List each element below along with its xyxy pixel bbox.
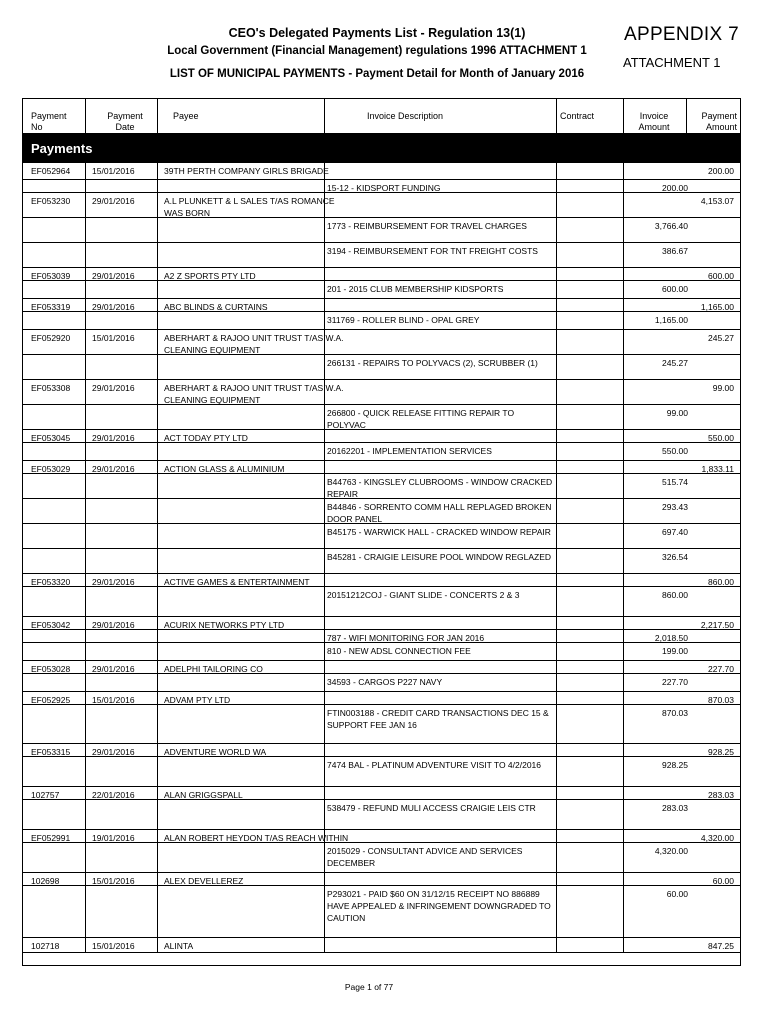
payment-amount-cell: 928.25	[708, 747, 734, 757]
invoice-description-cell: B45281 - CRAIGIE LEISURE POOL WINDOW REGLAZED	[327, 552, 552, 562]
table-row	[23, 830, 740, 843]
invoice-amount-cell: 1,165.00	[654, 315, 688, 325]
table-row	[23, 630, 740, 643]
invoice-amount-cell: 870.03	[662, 708, 688, 718]
invoice-amount-cell: 293.43	[662, 502, 688, 512]
table-row	[23, 355, 740, 380]
table-row	[23, 430, 740, 443]
payee-cell: A.L PLUNKETT & L SALES T/AS ROMANCE WAS BORN	[164, 196, 335, 218]
payment-date-cell: 29/01/2016	[92, 577, 135, 587]
table-row	[23, 692, 740, 705]
payee-cell: 39TH PERTH COMPANY GIRLS BRIGADE	[164, 166, 329, 176]
invoice-amount-cell: 860.00	[662, 590, 688, 600]
invoice-description-cell: 15-12 - KIDSPORT FUNDING	[327, 183, 441, 193]
page-number: Page 1 of 77	[344, 982, 394, 992]
table-row	[23, 787, 740, 800]
section-payments: Payments	[23, 135, 740, 163]
col-invoice-description: Invoice Description	[367, 111, 444, 121]
table-row	[23, 549, 740, 574]
table-row	[23, 574, 740, 587]
payment-no-cell: 102698	[31, 876, 60, 886]
table-row	[23, 243, 740, 268]
invoice-amount-cell: 697.40	[662, 527, 688, 537]
table-row	[23, 180, 740, 193]
table-row	[23, 873, 740, 886]
table-row	[23, 843, 740, 873]
invoice-amount-cell: 3,766.40	[654, 221, 688, 231]
table-row	[23, 312, 740, 330]
invoice-description-cell: 810 - NEW ADSL CONNECTION FEE	[327, 646, 471, 656]
payment-no-cell: EF053039	[31, 271, 71, 281]
payment-no-cell: EF052925	[31, 695, 71, 705]
col-invoice-amount: Invoice Amount	[638, 111, 670, 132]
payment-no-cell: EF053028	[31, 664, 71, 674]
payment-rows	[23, 163, 740, 953]
payment-amount-cell: 870.03	[708, 695, 734, 705]
payment-date-cell: 29/01/2016	[92, 302, 135, 312]
col-contract: Contract	[560, 111, 595, 121]
invoice-amount-cell: 99.00	[666, 408, 688, 418]
payment-amount-cell: 200.00	[708, 166, 734, 176]
invoice-amount-cell: 2,018.50	[654, 633, 688, 643]
table-row	[23, 757, 740, 787]
payee-cell: ALAN GRIGGSPALL	[164, 790, 243, 800]
table-row	[23, 617, 740, 630]
payment-amount-cell: 245.27	[708, 333, 734, 343]
invoice-description-cell: 1773 - REIMBURSEMENT FOR TRAVEL CHARGES	[327, 221, 527, 231]
invoice-description-cell: 7474 BAL - PLATINUM ADVENTURE VISIT TO 4/2/2016	[327, 760, 542, 770]
col-payment-date: Payment Date	[107, 111, 143, 132]
payee-cell: ACTIVE GAMES & ENTERTAINMENT	[164, 577, 310, 587]
table-header	[23, 99, 740, 135]
table-row	[23, 587, 740, 617]
table-row	[23, 193, 740, 218]
payee-cell: ADELPHI TAILORING CO	[164, 664, 263, 674]
payment-date-cell: 29/01/2016	[92, 383, 135, 393]
col-payment-amount: Payment Amount	[701, 111, 737, 132]
invoice-amount-cell: 60.00	[666, 889, 688, 899]
invoice-amount-cell: 600.00	[662, 284, 688, 294]
invoice-amount-cell: 4,320.00	[654, 846, 688, 856]
table-row	[23, 886, 740, 938]
invoice-description-cell: FTIN003188 - CREDIT CARD TRANSACTIONS DEC 15 & SUPPORT FEE JAN 16	[327, 708, 549, 730]
table-row	[23, 474, 740, 499]
payment-no-cell: EF053029	[31, 464, 71, 474]
payee-cell: ACTION GLASS & ALUMINIUM	[164, 464, 285, 474]
invoice-description-cell: 266800 - QUICK RELEASE FITTING REPAIR TO POLYVAC	[327, 408, 515, 430]
payee-cell: ADVAM PTY LTD	[164, 695, 231, 705]
invoice-amount-cell: 550.00	[662, 446, 688, 456]
invoice-amount-cell: 283.03	[662, 803, 688, 813]
invoice-amount-cell: 199.00	[662, 646, 688, 656]
payment-date-cell: 29/01/2016	[92, 664, 135, 674]
payment-no-cell: EF052991	[31, 833, 71, 843]
invoice-description-cell: 266131 - REPAIRS TO POLYVACS (2), SCRUBBER (1)	[327, 358, 538, 368]
table-row	[23, 163, 740, 180]
table-row	[23, 524, 740, 549]
payment-amount-cell: 550.00	[708, 433, 734, 443]
payment-no-cell: EF052964	[31, 166, 71, 176]
payment-amount-cell: 4,320.00	[700, 833, 734, 843]
payment-date-cell: 15/01/2016	[92, 166, 135, 176]
invoice-description-cell: 538479 - REFUND MULI ACCESS CRAIGIE LEIS CTR	[327, 803, 536, 813]
payment-no-cell: EF053308	[31, 383, 71, 393]
payee-cell: ABERHART & RAJOO UNIT TRUST T/AS W.A. CLEANING EQUIPMENT	[164, 383, 344, 405]
payment-no-cell: EF052920	[31, 333, 71, 343]
payment-amount-cell: 600.00	[708, 271, 734, 281]
payee-cell: ACURIX NETWORKS PTY LTD	[164, 620, 285, 630]
invoice-description-cell: 201 - 2015 CLUB MEMBERSHIP KIDSPORTS	[327, 284, 504, 294]
appendix-label: APPENDIX 7	[624, 24, 739, 45]
payee-cell: ABC BLINDS & CURTAINS	[164, 302, 268, 312]
table-row	[23, 661, 740, 674]
payment-date-cell: 15/01/2016	[92, 876, 135, 886]
invoice-amount-cell: 326.54	[662, 552, 688, 562]
payee-cell: ACT TODAY PTY LTD	[164, 433, 248, 443]
payment-date-cell: 15/01/2016	[92, 941, 135, 951]
payment-no-cell: EF053320	[31, 577, 71, 587]
payment-date-cell: 22/01/2016	[92, 790, 135, 800]
payment-date-cell: 29/01/2016	[92, 620, 135, 630]
table-row	[23, 674, 740, 692]
payment-amount-cell: 4,153.07	[700, 196, 734, 206]
payment-amount-cell: 860.00	[708, 577, 734, 587]
payment-date-cell: 29/01/2016	[92, 433, 135, 443]
invoice-description-cell: B44763 - KINGSLEY CLUBROOMS - WINDOW CRACKED REPAIR	[327, 477, 553, 499]
payment-date-cell: 29/01/2016	[92, 196, 135, 206]
invoice-amount-cell: 515.74	[662, 477, 688, 487]
payment-no-cell: EF053319	[31, 302, 71, 312]
table-row	[23, 268, 740, 281]
table-row	[23, 499, 740, 524]
payee-cell: ALAN ROBERT HEYDON T/AS REACH WITHIN	[164, 833, 349, 843]
report-subtitle: Local Government (Financial Management) regulations 1996 ATTACHMENT 1	[167, 45, 587, 57]
payee-cell: A2 Z SPORTS PTY LTD	[164, 271, 256, 281]
table-row	[23, 938, 740, 953]
invoice-description-cell: 34593 - CARGOS P227 NAVY	[327, 677, 443, 687]
payment-amount-cell: 283.03	[708, 790, 734, 800]
invoice-description-cell: P293021 - PAID $60 ON 31/12/15 RECEIPT NO 886889 HAVE APPEALED & INFRINGEMENT DOWNGRADED TO CAUTION	[327, 889, 551, 923]
payment-amount-cell: 227.70	[708, 664, 734, 674]
payment-amount-cell: 99.00	[712, 383, 734, 393]
table-row	[23, 800, 740, 830]
invoice-amount-cell: 386.67	[662, 246, 688, 256]
table-row	[23, 461, 740, 474]
payment-date-cell: 29/01/2016	[92, 271, 135, 281]
table-row	[23, 218, 740, 243]
payment-date-cell: 19/01/2016	[92, 833, 135, 843]
table-row	[23, 380, 740, 405]
invoice-description-cell: 3194 - REIMBURSEMENT FOR TNT FREIGHT COSTS	[327, 246, 538, 256]
invoice-amount-cell: 200.00	[662, 183, 688, 193]
invoice-description-cell: 787 - WIFI MONITORING FOR JAN 2016	[327, 633, 485, 643]
invoice-description-cell: B44846 - SORRENTO COMM HALL REPLAGED BROKEN DOOR PANEL	[327, 502, 552, 524]
col-payment-no: Payment No	[31, 111, 67, 132]
payment-date-cell: 15/01/2016	[92, 695, 135, 705]
invoice-description-cell: 311769 - ROLLER BLIND - OPAL GREY	[327, 315, 480, 325]
payment-no-cell: EF053315	[31, 747, 71, 757]
payment-amount-cell: 1,165.00	[700, 302, 734, 312]
table-row	[23, 643, 740, 661]
payee-cell: ADVENTURE WORLD WA	[164, 747, 267, 757]
invoice-description-cell: 20151212COJ - GIANT SLIDE - CONCERTS 2 & 3	[327, 590, 520, 600]
invoice-amount-cell: 227.70	[662, 677, 688, 687]
payment-amount-cell: 2,217.50	[700, 620, 734, 630]
table-row	[23, 405, 740, 430]
payment-date-cell: 29/01/2016	[92, 747, 135, 757]
payment-no-cell: 102757	[31, 790, 60, 800]
payment-no-cell: EF053045	[31, 433, 71, 443]
payment-no-cell: EF053230	[31, 196, 71, 206]
payment-no-cell: EF053042	[31, 620, 71, 630]
invoice-description-cell: 2015029 - CONSULTANT ADVICE AND SERVICES DECEMBER	[327, 846, 523, 868]
payments-table	[22, 98, 741, 966]
table-row	[23, 330, 740, 355]
invoice-amount-cell: 928.25	[662, 760, 688, 770]
payment-amount-cell: 60.00	[712, 876, 734, 886]
payment-date-cell: 29/01/2016	[92, 464, 135, 474]
invoice-description-cell: 20162201 - IMPLEMENTATION SERVICES	[327, 446, 492, 456]
col-payee: Payee	[173, 111, 199, 121]
payee-cell: ABERHART & RAJOO UNIT TRUST T/AS W.A. CLEANING EQUIPMENT	[164, 333, 344, 355]
table-row	[23, 299, 740, 312]
payee-cell: ALEX DEVELLEREZ	[164, 876, 244, 886]
table-row	[23, 443, 740, 461]
payment-no-cell: 102718	[31, 941, 60, 951]
payment-amount-cell: 1,833.11	[701, 464, 734, 474]
payment-amount-cell: 847.25	[708, 941, 734, 951]
payment-date-cell: 15/01/2016	[92, 333, 135, 343]
table-row	[23, 281, 740, 299]
table-row	[23, 744, 740, 757]
report-title: CEO's Delegated Payments List - Regulation 13(1)	[228, 26, 526, 40]
invoice-amount-cell: 245.27	[662, 358, 688, 368]
attachment-label: ATTACHMENT 1	[623, 55, 721, 70]
table-row	[23, 705, 740, 744]
invoice-description-cell: B45175 - WARWICK HALL - CRACKED WINDOW REPAIR	[327, 527, 551, 537]
list-title: LIST OF MUNICIPAL PAYMENTS - Payment Detail for Month of January 2016	[169, 68, 585, 80]
payee-cell: ALINTA	[164, 941, 194, 951]
